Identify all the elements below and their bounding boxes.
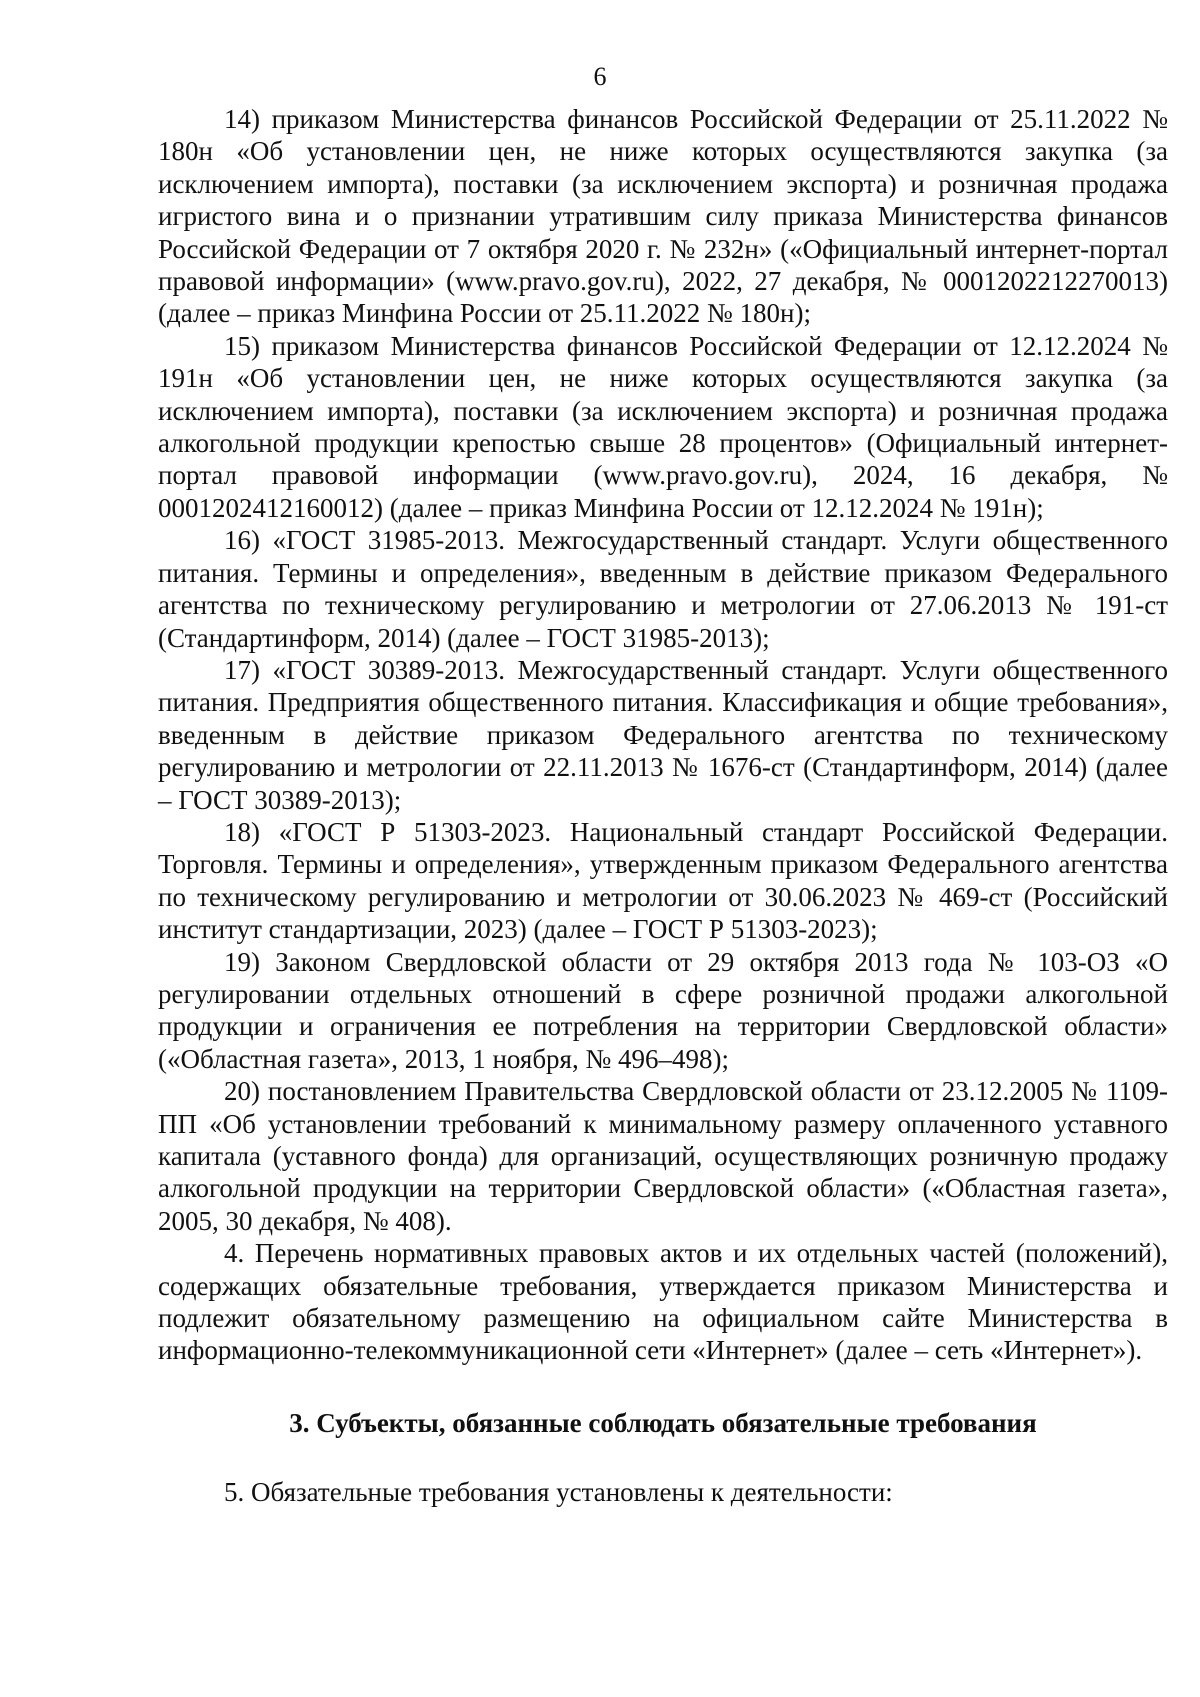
paragraph-item-20: 20) постановлением Правительства Свердловской области от 23.12.2005 № 1109-ПП «Об установлении требований к минимальному размеру оплаченного уставного капитала (уставного фонда) для организаций, осуществляющих розничную продажу алкогольной продукции на территории Свердловской области» («Областная газета», 2005, 30 декабря, № 408). xyxy=(158,1076,1168,1236)
document-body xyxy=(158,103,1168,1508)
paragraph-clause-5: 5. Обязательные требования установлены к деятельности: xyxy=(224,1476,893,1507)
paragraph-item-18: 18) «ГОСТ Р 51303-2023. Национальный стандарт Российской Федерации. Торговля. Термины и определения», утвержденным приказом Федерального агентства по техническому регулированию и метрологии от 30.06.2023 № 469-ст (Российский институт стандартизации, 2023) (далее – ГОСТ Р 51303-2023); xyxy=(158,816,1168,945)
page-number: 6 xyxy=(593,62,607,91)
paragraph-item-15: 15) приказом Министерства финансов Российской Федерации от 12.12.2024 № 191н «Об установлении цен, не ниже которых осуществляются закупка (за исключением импорта), поставки (за исключением экспорта) и розничная продажа алкогольной продукции крепостью свыше 28 процентов» (Официальный интернет-портал правовой информации (www.pravo.gov.ru), 2024, 16 декабря, № 0001202412160012) (далее – приказ Минфина России от 12.12.2024 № 191н); xyxy=(158,330,1168,523)
paragraph-item-19: 19) Законом Свердловской области от 29 октября 2013 года № 103-ОЗ «О регулировании отдельных отношений в сфере розничной продажи алкогольной продукции и ограничения ее потребления на территории Свердловской области» («Областная газета», 2013, 1 ноября, № 496–498); xyxy=(158,946,1168,1074)
paragraph-item-14: 14) приказом Министерства финансов Российской Федерации от 25.11.2022 № 180н «Об установлении цен, не ниже которых осуществляются закупка (за исключением импорта), поставки (за исключением экспорта) и розничная продажа игристого вина и о признании утратившим силу приказа Министерства финансов Российской Федерации от 7 октября 2020 г. № 232н» («Официальный интернет-портал правовой информации» (www.pravo.gov.ru), 2022, 27 декабря, № 0001202212270013) (далее – приказ Минфина России от 25.11.2022 № 180н); xyxy=(158,104,1168,329)
paragraph-item-16: 16) «ГОСТ 31985-2013. Межгосударственный стандарт. Услуги общественного питания. Термины и определения», введенным в действие приказом Федерального агентства по техническому регулированию и метрологии от 27.06.2013 № 191-ст (Стандартинформ, 2014) (далее – ГОСТ 31985-2013); xyxy=(158,525,1168,653)
paragraph-clause-4: 4. Перечень нормативных правовых актов и их отдельных частей (положений), содержащих обязательные требования, утверждается приказом Министерства и подлежит обязательному размещению на официальном сайте Министерства в информационно-телекоммуникационной сети «Интернет» (далее – сеть «Интернет»). xyxy=(158,1238,1168,1366)
paragraph-item-17: 17) «ГОСТ 30389-2013. Межгосударственный стандарт. Услуги общественного питания. Предприятия общественного питания. Классификация и общие требования», введенным в действие приказом Федерального агентства по техническому регулированию и метрологии от 22.11.2013 № 1676-ст (Стандартинформ, 2014) (далее – ГОСТ 30389-2013); xyxy=(158,654,1168,815)
section-heading: 3. Субъекты, обязанные соблюдать обязательные требования xyxy=(289,1407,1037,1438)
